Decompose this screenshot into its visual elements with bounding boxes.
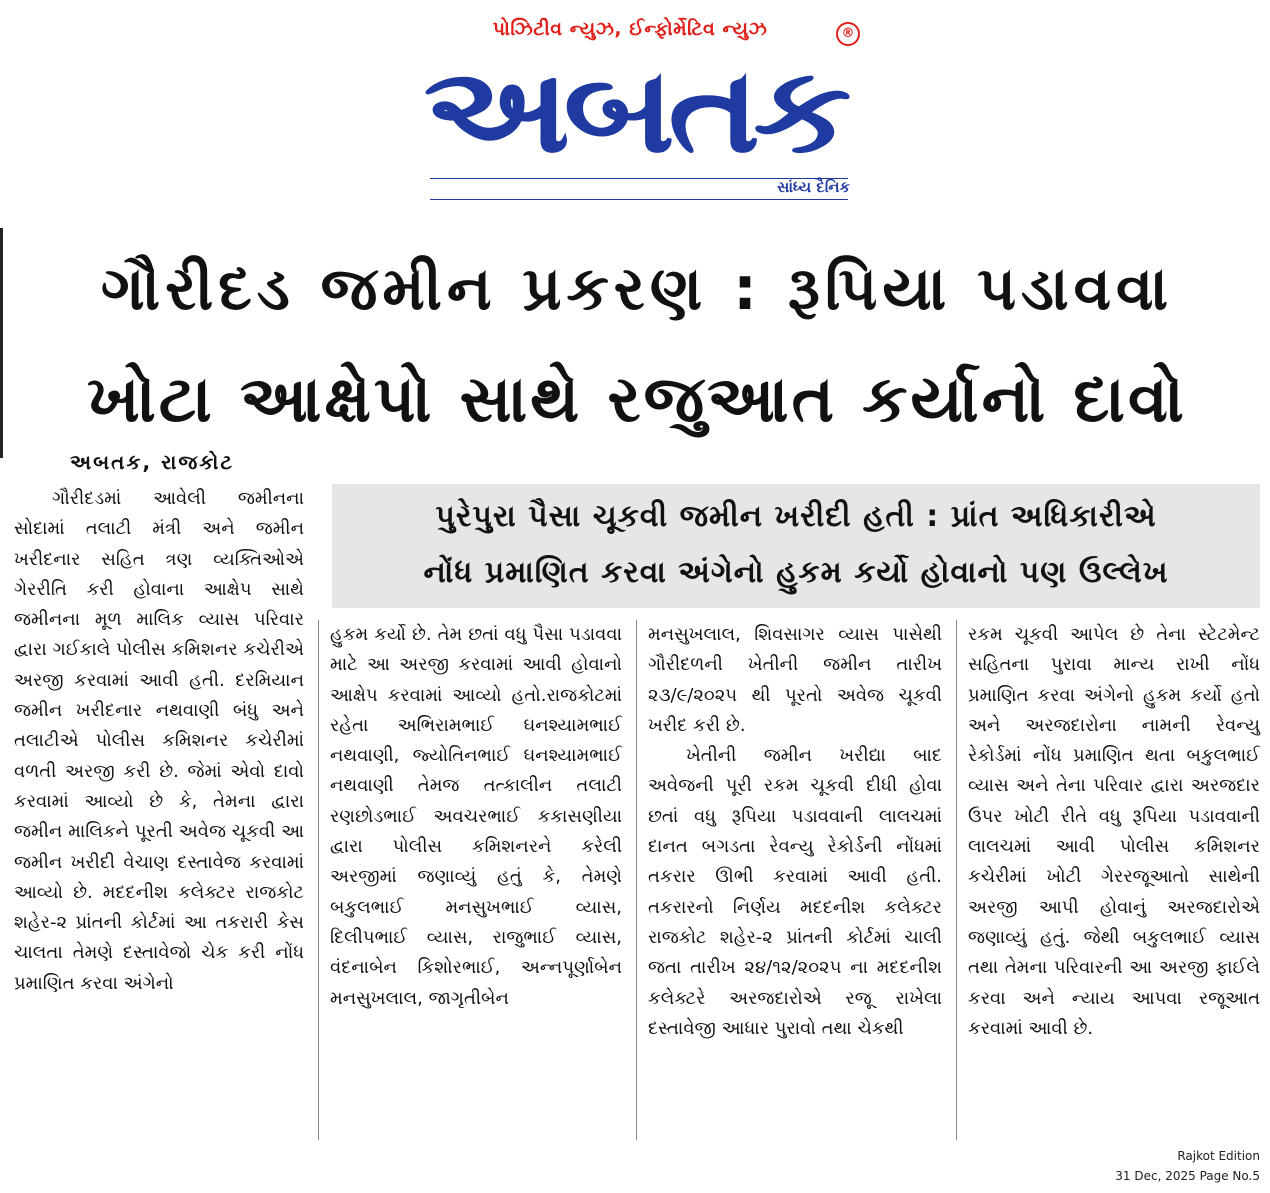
subheadline-box bbox=[332, 484, 1260, 608]
article-column-2 bbox=[330, 620, 622, 1014]
article-column-4 bbox=[968, 620, 1260, 1044]
subheadline-line-2: નોંધ પ્રમાણિત કરવા અંગેનો હુકમ કર્યો હોવાનો પણ ઉલ્લેખ bbox=[423, 555, 1169, 590]
edition-info bbox=[1115, 1146, 1260, 1186]
logo-divider-bottom bbox=[430, 199, 848, 200]
subheadline-line-1: પુરેપુરા પૈસા ચૂકવી જમીન ખરીદી હતી : પ્રાંત અધિકારીએ bbox=[435, 499, 1157, 534]
column-divider bbox=[318, 620, 319, 1140]
article-paragraph: હુકમ કર્યો છે. તેમ છતાં વધુ પૈસા પડાવવા માટે આ અરજી કરવામાં આવી હોવાનો આક્ષેપ કરવામાં આવ્યો હતો.રાજકોટમાં રહેતા અભિરામભાઈ ઘનશ્યામભાઈ નથવાણી, જ્યોતિનભાઈ ઘનશ્યામભાઈ નથવાણી તેમજ તત્કાલીન તલાટી રણછોડભાઈ અવચરભાઈ કકાસણીયા દ્વારા પોલીસ કમિશનરને કરેલી અરજીમાં જણાવ્યું હતું કે, તેમણે બકુલભાઈ મનસુખભાઈ વ્યાસ, દિલીપભાઈ વ્યાસ, રાજુભાઈ વ્યાસ, વંદનાબેન કિશોરભાઈ, અન્નપૂર્ણાબેન મનસુખલાલ, જાગૃતીબેન bbox=[330, 624, 622, 1009]
column-divider bbox=[636, 620, 637, 1140]
headline-line-2: ખોટા આક્ષેપો સાથે રજુઆત કર્યાનો દાવો bbox=[87, 363, 1187, 437]
article-paragraph: રકમ ચૂકવી આપેલ છે તેના સ્ટેટમેન્ટ સહિતના પુરાવા માન્ય રાખી નોંધ પ્રમાણિત કરવા અંગેનો હુકમ કર્યો હતો અને અરજદારોના નામની રેવન્યુ રેકોર્ડમાં નોંધ પ્રમાણિત થતા બકુલભાઈ વ્યાસ અને તેના પરિવાર દ્વારા અરજદાર ઉપર ખોટી રીતે વધુ રૂપિયા પડાવવાની લાલચમાં આવી પોલીસ કમિશનર કચેરીમાં ખોટી ગેરરજૂઆતો સાથેની અરજી આપી હોવાનું અરજદારોએ જણાવ્યું હતું. જેથી બકુલભાઈ વ્યાસ તથા તેમના પરિવારની આ અરજી ફાઈલે કરવા અને ન્યાય આપવા રજૂઆત કરવામાં આવી છે. bbox=[968, 624, 1260, 1039]
article-column-3 bbox=[648, 620, 942, 1044]
masthead-subtitle: સાંધ્ય દૈનિક bbox=[777, 178, 850, 196]
article-paragraph: ગૌરીદડમાં આવેલી જમીનના સોદામાં તલાટી મંત્રી અને જમીન ખરીદનાર સહિત ત્રણ વ્યક્તિઓએ ગેરરીતિ કરી હોવાના આક્ષેપ સાથે જમીનના મૂળ માલિક વ્યાસ પરિવાર દ્વારા ગઈકાલે પોલીસ કમિશનર કચેરીએ અરજી કરવામાં આવી હતી. દરમિયાન જમીન ખરીદનાર નથવાણી બંધુ અને તલાટીએ પોલીસ કમિશનર કચેરીમાં વળતી અરજી કરી છે. જેમાં એવો દાવો કરવામાં આવ્યો છે કે, તેમના દ્વારા જમીન માલિકને પૂરતી અવેજ ચૂકવી આ જમીન ખરીદી વેચાણ દસ્તાવેજ કરવામાં આવ્યો છે. મદદનીશ કલેક્ટર રાજકોટ શહેર-૨ પ્રાંતની કોર્ટમાં આ તકરારી કેસ ચાલતા તેમણે દસ્તાવેજો ચેક કરી નોંધ પ્રમાણિત કરવા અંગેનો bbox=[14, 488, 304, 994]
column-divider bbox=[956, 620, 957, 1140]
article-column-1 bbox=[14, 484, 304, 999]
headline-line-1: ગૌરીદડ જમીન પ્રકરણ : રૂપિયા પડાવવા bbox=[100, 254, 1174, 324]
headline-side-bar bbox=[0, 228, 3, 458]
masthead bbox=[410, 18, 860, 203]
dateline: અબતક, રાજકોટ bbox=[70, 450, 235, 474]
masthead-tagline: પોઝિટીવ ન્યુઝ, ઈન્ફોર્મેટિવ ન્યુઝ bbox=[492, 18, 768, 40]
article-paragraph: ખેતીની જમીન ખરીદ્યા બાદ અવેજની પૂરી રકમ ચૂકવી દીધી હોવા છતાં વધુ રૂપિયા પડાવવાની લાલચમાં દાનત બગડતા રેવન્યુ રેકોર્ડની નોંધમાં તકરાર ઊભી કરવામાં આવી હતી. તકરારનો નિર્ણય મદદનીશ કલેક્ટર રાજકોટ શહેર-૨ પ્રાંતની કોર્ટમાં ચાલી જતા તારીખ ૨૪/૧૨/૨૦૨૫ ના મદદનીશ કલેક્ટરે અરજદારોએ રજૂ રાખેલા દસ્તાવેજી આધાર પુરાવો તથા ચેકથી bbox=[648, 745, 942, 1039]
registered-mark-icon: ® bbox=[836, 22, 860, 46]
newspaper-logo: અબતક bbox=[423, 41, 845, 179]
edition-name: Rajkot Edition bbox=[1177, 1149, 1260, 1163]
edition-date-page: 31 Dec, 2025 Page No.5 bbox=[1115, 1169, 1260, 1183]
article-paragraph: મનસુખલાલ, શિવસાગર વ્યાસ પાસેથી ગૌરીદળની ખેતીની જમીન તારીખ ૨૩/૯/૨૦૨૫ થી પૂરતો અવેજ ચૂકવી ખરીદ કરી છે. bbox=[648, 624, 942, 736]
